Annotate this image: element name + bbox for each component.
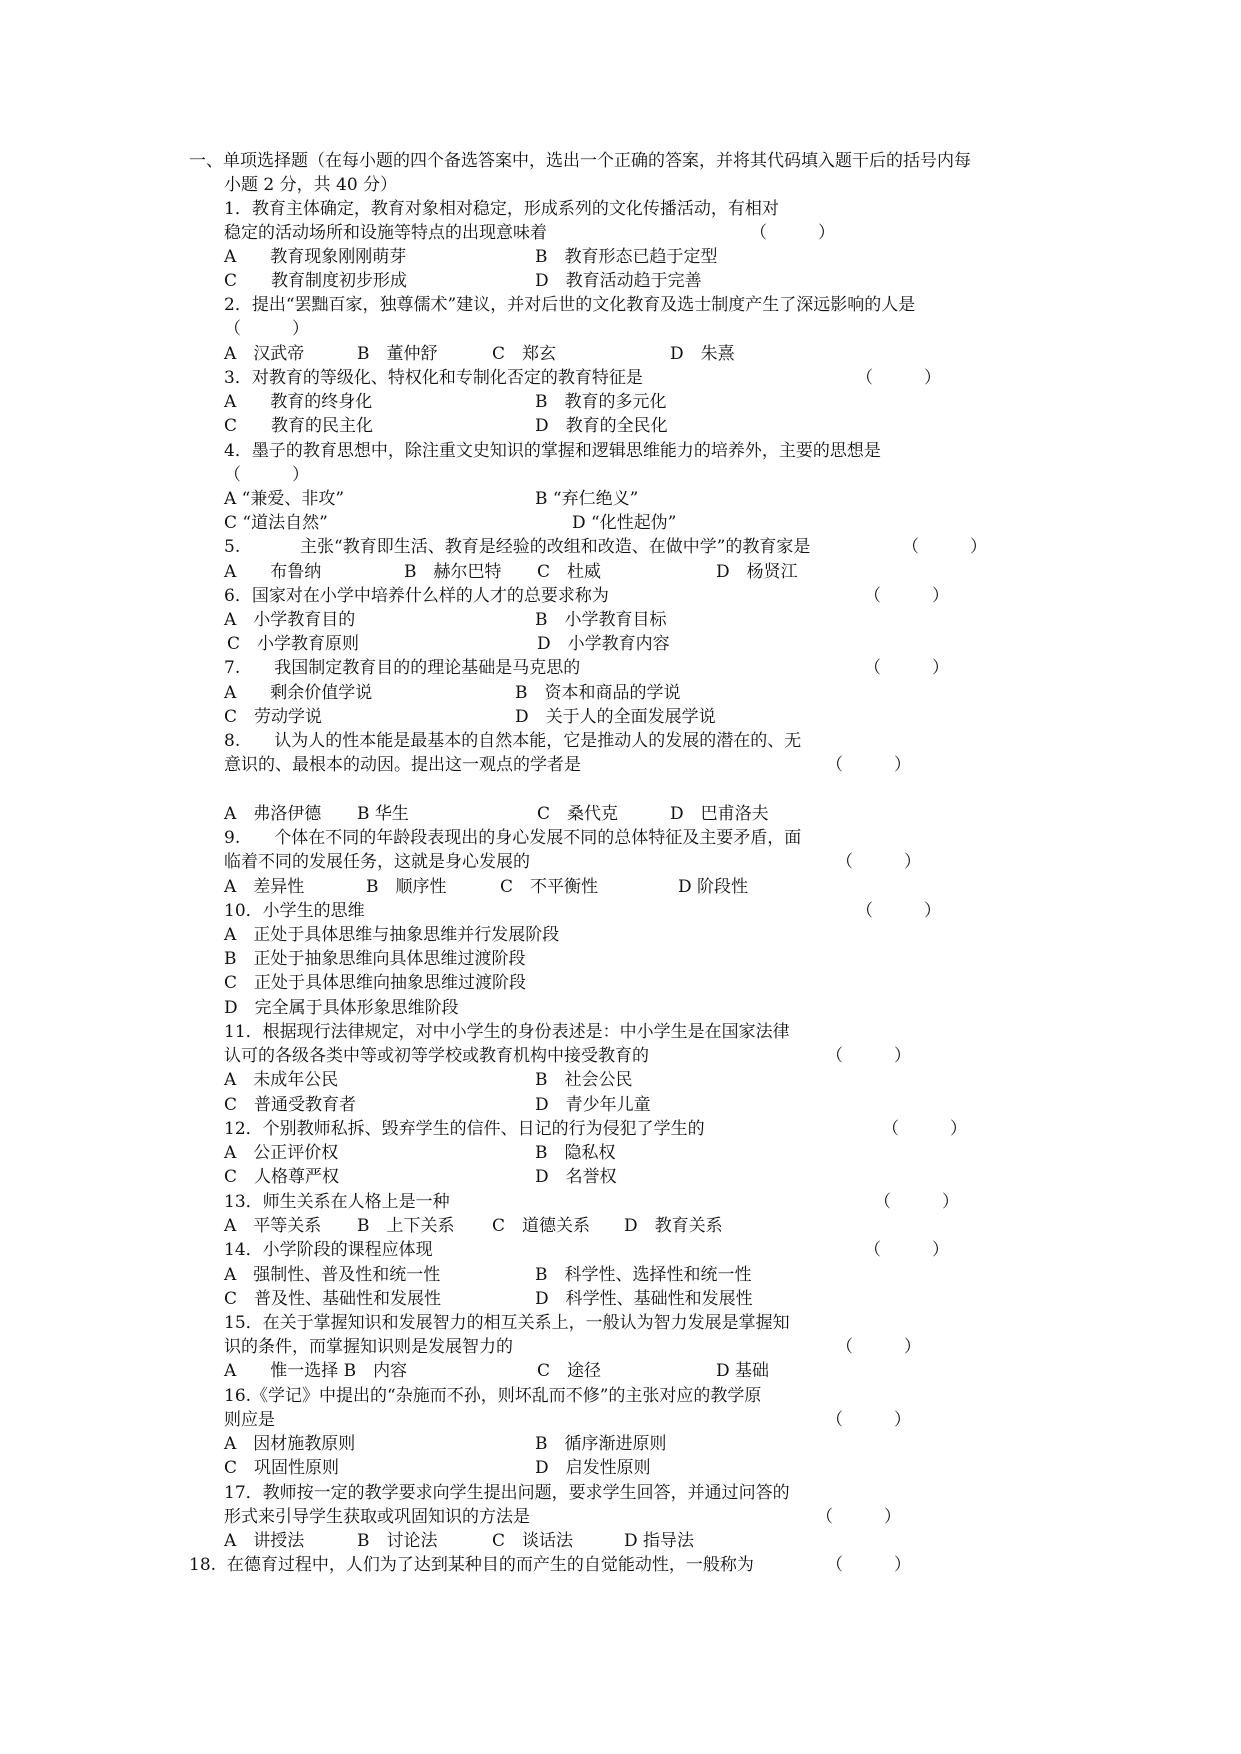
- q1-stem: 稳定的活动场所和设施等特点的出现意味着: [224, 223, 547, 243]
- q8-option-a: A 弗洛伊德: [224, 804, 322, 824]
- q9-option-d: D 阶段性: [678, 877, 749, 897]
- q16-option-d: D 启发性原则: [535, 1458, 651, 1478]
- q8-stem: 意识的、最根本的动因。提出这一观点的学者是: [224, 755, 581, 775]
- answer-blank: （ ）: [864, 658, 949, 678]
- answer-blank: （ ）: [826, 1046, 911, 1066]
- q5-stem: 主张“教育即生活、教育是经验的改组和改造、在做中学”的教育家是: [300, 537, 811, 557]
- q8-option-d: D 巴甫洛夫: [670, 804, 769, 824]
- q17-stem: 17．教师按一定的教学要求向学生提出问题，要求学生回答，并通过问答的: [224, 1483, 790, 1503]
- answer-blank: （ ）: [826, 755, 911, 775]
- q10-stem: 10．小学生的思维: [224, 901, 365, 921]
- q14-option-c: C 普及性、基础性和发展性: [224, 1289, 442, 1309]
- q4-option-a: A “兼爱、非攻”: [224, 489, 345, 509]
- q8-stem: 8. 认为人的性本能是最基本的自然本能，它是推动人的发展的潜在的、无: [224, 731, 802, 751]
- answer-blank: （ ）: [874, 1192, 959, 1212]
- q10-option-d: D 完全属于具体形象思维阶段: [224, 998, 459, 1018]
- q5-option-b: B 赫尔巴特: [404, 562, 502, 582]
- q17-option-d: D 指导法: [624, 1531, 695, 1551]
- q1-option-d: D 教育活动趋于完善: [535, 271, 702, 291]
- answer-blank: （ ）: [856, 901, 941, 921]
- q4-option-d: D “化性起伪”: [572, 513, 677, 533]
- answer-blank: （ ）: [902, 537, 987, 557]
- q1-option-c: C 教育制度初步形成: [224, 271, 408, 291]
- q7-option-a: A 剩余价值学说: [224, 683, 373, 703]
- q6-option-d: D 小学教育内容: [537, 634, 670, 654]
- q3-option-c: C 教育的民主化: [224, 416, 374, 436]
- answer-blank: （ ）: [224, 465, 309, 485]
- answer-blank: （ ）: [882, 1119, 967, 1139]
- q1-option-b: B 教育形态已趋于定型: [535, 247, 718, 267]
- q6-option-c: C 小学教育原则: [227, 634, 360, 654]
- answer-blank: （ ）: [864, 586, 949, 606]
- q5-option-c: C 杜威: [537, 562, 602, 582]
- q17-option-c: C 谈话法: [492, 1531, 574, 1551]
- q17-stem: 形式来引导学生获取或巩固知识的方法是: [224, 1507, 530, 1527]
- q16-stem: 16.《学记》中提出的“杂施而不孙，则坏乱而不修”的主张对应的教学原: [224, 1386, 762, 1406]
- q2-option-b: B 董仲舒: [357, 344, 438, 364]
- q11-stem: 认可的各级各类中等或初等学校或教育机构中接受教育的: [224, 1046, 649, 1066]
- q2-option-d: D 朱熹: [670, 344, 735, 364]
- q3-option-a: A 教育的终身化: [224, 392, 373, 412]
- q3-stem: 3．对教育的等级化、特权化和专制化否定的教育特征是: [224, 368, 643, 388]
- q5-number: 5.: [224, 537, 241, 557]
- q18-stem: 18. 在德育过程中，人们为了达到某种目的而产生的自觉能动性，一般称为: [189, 1555, 754, 1575]
- q13-option-a: A 平等关系: [224, 1216, 322, 1236]
- q16-option-a: A 因材施教原则: [224, 1434, 356, 1454]
- q9-option-c: C 不平衡性: [500, 877, 599, 897]
- q12-option-a: A 公正评价权: [224, 1143, 339, 1163]
- q11-stem: 11．根据现行法律规定，对中小学生的身份表述是：中小学生是在国家法律: [224, 1022, 790, 1042]
- answer-blank: （ ）: [816, 1507, 901, 1527]
- q11-option-a: A 未成年公民: [224, 1070, 339, 1090]
- q15-stem: 15．在关于掌握知识和发展智力的相互关系上，一般认为智力发展是掌握知: [224, 1313, 790, 1333]
- q16-option-c: C 巩固性原则: [224, 1458, 340, 1478]
- q14-option-b: B 科学性、选择性和统一性: [535, 1265, 752, 1285]
- q10-option-b: B 正处于抽象思维向具体思维过渡阶段: [224, 949, 526, 969]
- q1-option-a: A 教育现象刚刚萌芽: [224, 247, 407, 267]
- section-title-line2: 小题 2 分，共 40 分）: [224, 175, 398, 195]
- q8-option-c: C 桑代克: [537, 804, 619, 824]
- q9-stem: 9. 个体在不同的年龄段表现出的身心发展不同的总体特征及主要矛盾，面: [224, 828, 802, 848]
- q13-stem: 13．师生关系在人格上是一种: [224, 1192, 450, 1212]
- q11-option-d: D 青少年儿童: [535, 1095, 651, 1115]
- answer-blank: （ ）: [856, 368, 941, 388]
- answer-blank: （ ）: [836, 1337, 921, 1357]
- q15-option-d: D 基础: [716, 1361, 770, 1381]
- answer-blank: （ ）: [750, 223, 835, 243]
- q3-option-b: B 教育的多元化: [535, 392, 667, 412]
- answer-blank: （ ）: [826, 1555, 911, 1575]
- q11-option-c: C 普通受教育者: [224, 1095, 357, 1115]
- q5-option-d: D 杨贤江: [716, 562, 798, 582]
- q15-option-a-b: A 惟一选择 B 内容: [224, 1361, 408, 1381]
- q4-option-b: B “弃仁绝义”: [535, 489, 639, 509]
- q7-option-b: B 资本和商品的学说: [515, 683, 681, 703]
- answer-blank: （ ）: [864, 1240, 949, 1260]
- q9-option-a: A 差异性: [224, 877, 305, 897]
- q17-option-b: B 讨论法: [357, 1531, 438, 1551]
- q12-option-d: D 名誉权: [535, 1167, 617, 1187]
- q1-stem: 1．教育主体确定，教育对象相对稳定，形成系列的文化传播活动，有相对: [224, 199, 779, 219]
- q12-option-c: C 人格尊严权: [224, 1167, 340, 1187]
- q14-option-d: D 科学性、基础性和发展性: [535, 1289, 753, 1309]
- answer-blank: （ ）: [224, 319, 309, 339]
- section-title-line1: 一、单项选择题（在每小题的四个备选答案中，选出一个正确的答案，并将其代码填入题干后的括号内每: [189, 151, 971, 171]
- q13-option-d: D 教育关系: [624, 1216, 723, 1236]
- q7-stem: 7. 我国制定教育目的的理论基础是马克思的: [224, 658, 581, 678]
- q4-option-c: C “道法自然”: [224, 513, 328, 533]
- q2-option-c: C 郑玄: [492, 344, 557, 364]
- q10-option-c: C 正处于具体思维向抽象思维过渡阶段: [224, 973, 527, 993]
- q6-option-a: A 小学教育目的: [224, 610, 356, 630]
- q4-stem: 4．墨子的教育思想中，除注重文史知识的掌握和逻辑思维能力的培养外，主要的思想是: [224, 441, 881, 461]
- q15-stem: 识的条件，而掌握知识则是发展智力的: [224, 1337, 513, 1357]
- q17-option-a: A 讲授法: [224, 1531, 305, 1551]
- q9-option-b: B 顺序性: [366, 877, 447, 897]
- q10-option-a: A 正处于具体思维与抽象思维并行发展阶段: [224, 925, 560, 945]
- answer-blank: （ ）: [836, 852, 921, 872]
- q13-option-b: B 上下关系: [357, 1216, 455, 1236]
- q8-option-b: B 华生: [357, 804, 409, 824]
- q9-stem: 临着不同的发展任务，这就是身心发展的: [224, 852, 530, 872]
- answer-blank: （ ）: [826, 1410, 911, 1430]
- q2-option-a: A 汉武帝: [224, 344, 305, 364]
- q6-option-b: B 小学教育目标: [535, 610, 667, 630]
- q13-option-c: C 道德关系: [492, 1216, 591, 1236]
- q16-option-b: B 循序渐进原则: [535, 1434, 667, 1454]
- q6-stem: 6．国家对在小学中培养什么样的人才的总要求称为: [224, 586, 609, 606]
- q5-option-a: A 布鲁纳: [224, 562, 322, 582]
- q3-option-d: D 教育的全民化: [535, 416, 668, 436]
- q12-stem: 12．个别教师私拆、毁弃学生的信件、日记的行为侵犯了学生的: [224, 1119, 705, 1139]
- q7-option-d: D 关于人的全面发展学说: [515, 707, 716, 727]
- q11-option-b: B 社会公民: [535, 1070, 633, 1090]
- q7-option-c: C 劳动学说: [224, 707, 323, 727]
- q12-option-b: B 隐私权: [535, 1143, 616, 1163]
- q16-stem: 则应是: [224, 1410, 275, 1430]
- q15-option-c: C 途径: [537, 1361, 602, 1381]
- q2-stem: 2．提出“罢黜百家，独尊儒术”建议，并对后世的文化教育及选士制度产生了深远影响的人是: [224, 295, 916, 315]
- q14-option-a: A 强制性、普及性和统一性: [224, 1265, 441, 1285]
- q14-stem: 14．小学阶段的课程应体现: [224, 1240, 433, 1260]
